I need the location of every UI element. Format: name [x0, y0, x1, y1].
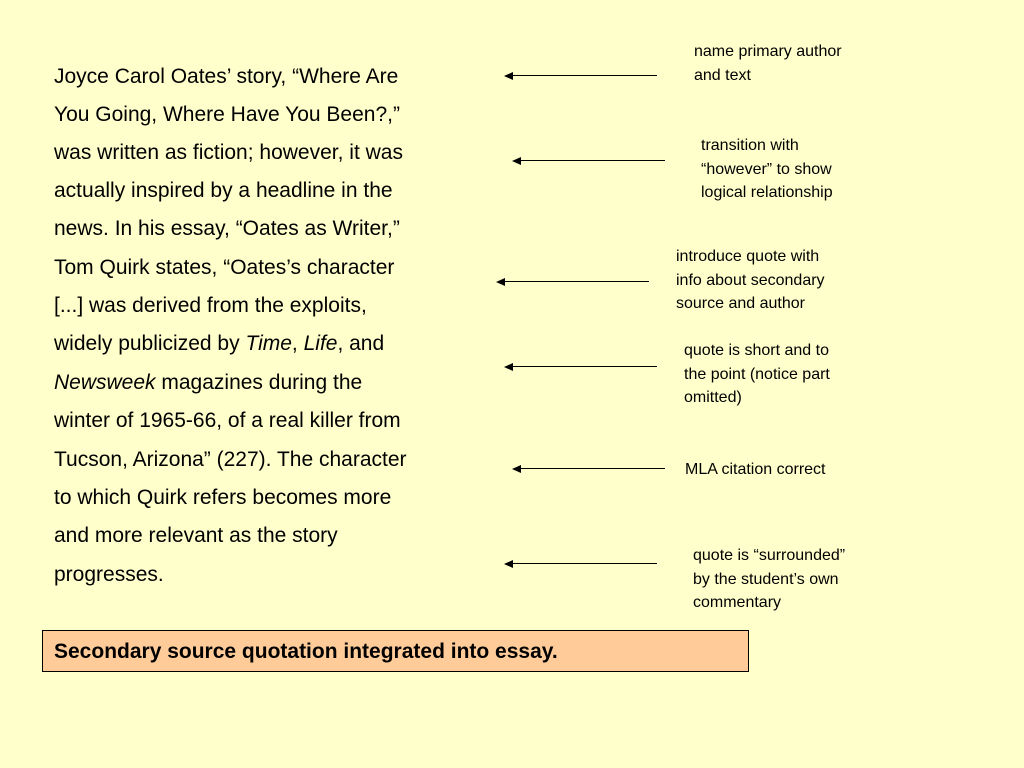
magazine-title-life: Life: [303, 332, 338, 355]
annotation-arrow: [513, 366, 657, 367]
essay-line: was written as fiction; however, it was: [54, 141, 403, 164]
arrowhead-icon: [512, 465, 521, 473]
essay-line: [54, 331, 384, 357]
annotation-arrow: [513, 563, 657, 564]
caption-box: [42, 630, 749, 672]
annotation-line: MLA citation correct: [685, 461, 826, 478]
annotation-arrow: [521, 160, 665, 161]
annotation-mla-citation: [685, 458, 826, 482]
annotation-arrow: [505, 281, 649, 282]
arrowhead-icon: [504, 72, 513, 80]
annotation-line: source and author: [676, 295, 805, 312]
annotation-line: and text: [694, 66, 751, 84]
arrowhead-icon: [496, 278, 505, 286]
magazine-title-time: Time: [245, 332, 292, 355]
essay-line: winter of 1965-66, of a real killer from: [54, 409, 401, 432]
annotation-line: quote is short and to: [684, 342, 829, 359]
arrowhead-icon: [504, 363, 513, 371]
annotation-line: by the student’s own: [693, 570, 839, 588]
essay-line: to which Quirk refers becomes more: [54, 486, 392, 509]
annotation-line: “however” to show: [701, 160, 832, 178]
essay-line: Tucson, Arizona” (227). The character: [54, 448, 407, 471]
essay-line: actually inspired by a headline in the: [54, 179, 393, 202]
essay-text-segment: , and: [337, 332, 385, 355]
annotation-introduce-quote: [676, 245, 825, 316]
annotation-arrow: [521, 468, 665, 469]
annotation-line: quote is “surrounded”: [693, 547, 846, 564]
annotation-quote-surrounded: [693, 544, 845, 615]
essay-line: news. In his essay, “Oates as Writer,”: [54, 217, 400, 240]
essay-line: progresses.: [54, 563, 164, 586]
annotation-line: introduce quote with: [676, 248, 820, 265]
annotation-transition: [701, 134, 833, 205]
annotation-quote-short: [684, 339, 830, 410]
arrowhead-icon: [512, 157, 521, 165]
annotation-line: transition with: [701, 137, 799, 154]
essay-line: Joyce Carol Oates’ story, “Where Are: [54, 65, 399, 88]
caption-text: Secondary source quotation integrated into essay.: [54, 640, 558, 663]
essay-text-segment: ,: [291, 332, 304, 355]
annotation-arrow: [513, 75, 657, 76]
annotation-line: commentary: [693, 594, 782, 611]
annotation-line: logical relationship: [701, 184, 833, 201]
arrowhead-icon: [504, 560, 513, 568]
essay-line: [...] was derived from the exploits,: [54, 294, 367, 317]
annotation-line: omitted): [684, 389, 742, 406]
essay-text-segment: widely publicized by: [54, 332, 246, 355]
annotation-name-primary-author: [694, 40, 842, 87]
essay-text-segment: magazines during the: [155, 371, 363, 394]
annotation-line: the point (notice part: [684, 365, 830, 383]
annotation-line: info about secondary: [676, 271, 825, 289]
essay-line: You Going, Where Have You Been?,”: [54, 103, 400, 126]
magazine-title-newsweek: Newsweek: [54, 371, 156, 394]
essay-line: and more relevant as the story: [54, 524, 338, 547]
essay-line: [54, 370, 362, 396]
annotation-line: name primary author: [694, 43, 842, 60]
essay-line: Tom Quirk states, “Oates’s character: [54, 256, 395, 279]
